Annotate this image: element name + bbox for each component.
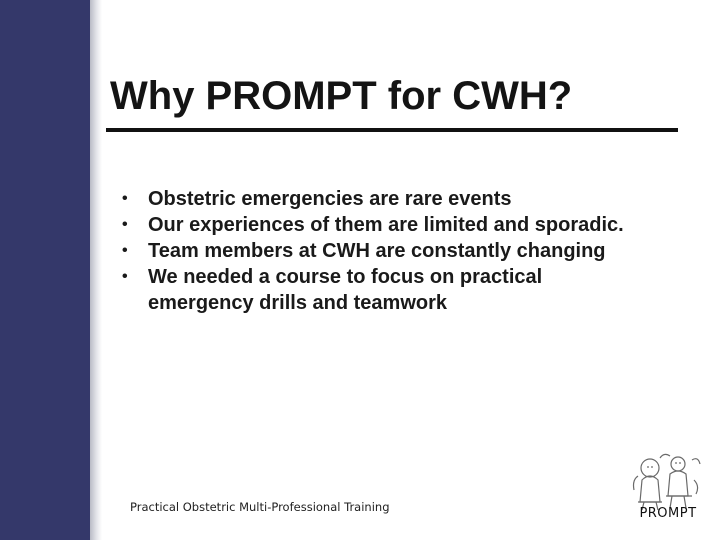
bullet-dot: • [122, 242, 128, 259]
bullet-dot: • [122, 190, 128, 207]
title-underline [106, 128, 678, 132]
prompt-logo [628, 450, 708, 534]
sidebar-edge [90, 0, 102, 540]
bullet-text: We needed a course to focus on practical emergency drills and teamwork [148, 266, 543, 314]
bullet-item [118, 186, 648, 212]
bullet-text: Our experiences of them are limited and sporadic. [148, 214, 624, 236]
footer-text: Practical Obstetric Multi-Professional Training [130, 500, 390, 514]
bullet-item [118, 238, 648, 264]
bullet-text: Obstetric emergencies are rare events [148, 188, 512, 210]
bullet-dot: • [122, 216, 128, 233]
prompt-logo-text: PROMPT [639, 506, 697, 521]
bullet-dot: • [122, 268, 128, 285]
bullet-text: Team members at CWH are constantly changing [148, 240, 606, 262]
slide-sidebar [0, 0, 90, 540]
prompt-logo-icon [630, 450, 702, 514]
bullet-item [118, 212, 648, 238]
bullet-item [118, 264, 648, 316]
bullet-list [118, 186, 648, 316]
slide-title: Why PROMPT for CWH? [110, 74, 573, 118]
